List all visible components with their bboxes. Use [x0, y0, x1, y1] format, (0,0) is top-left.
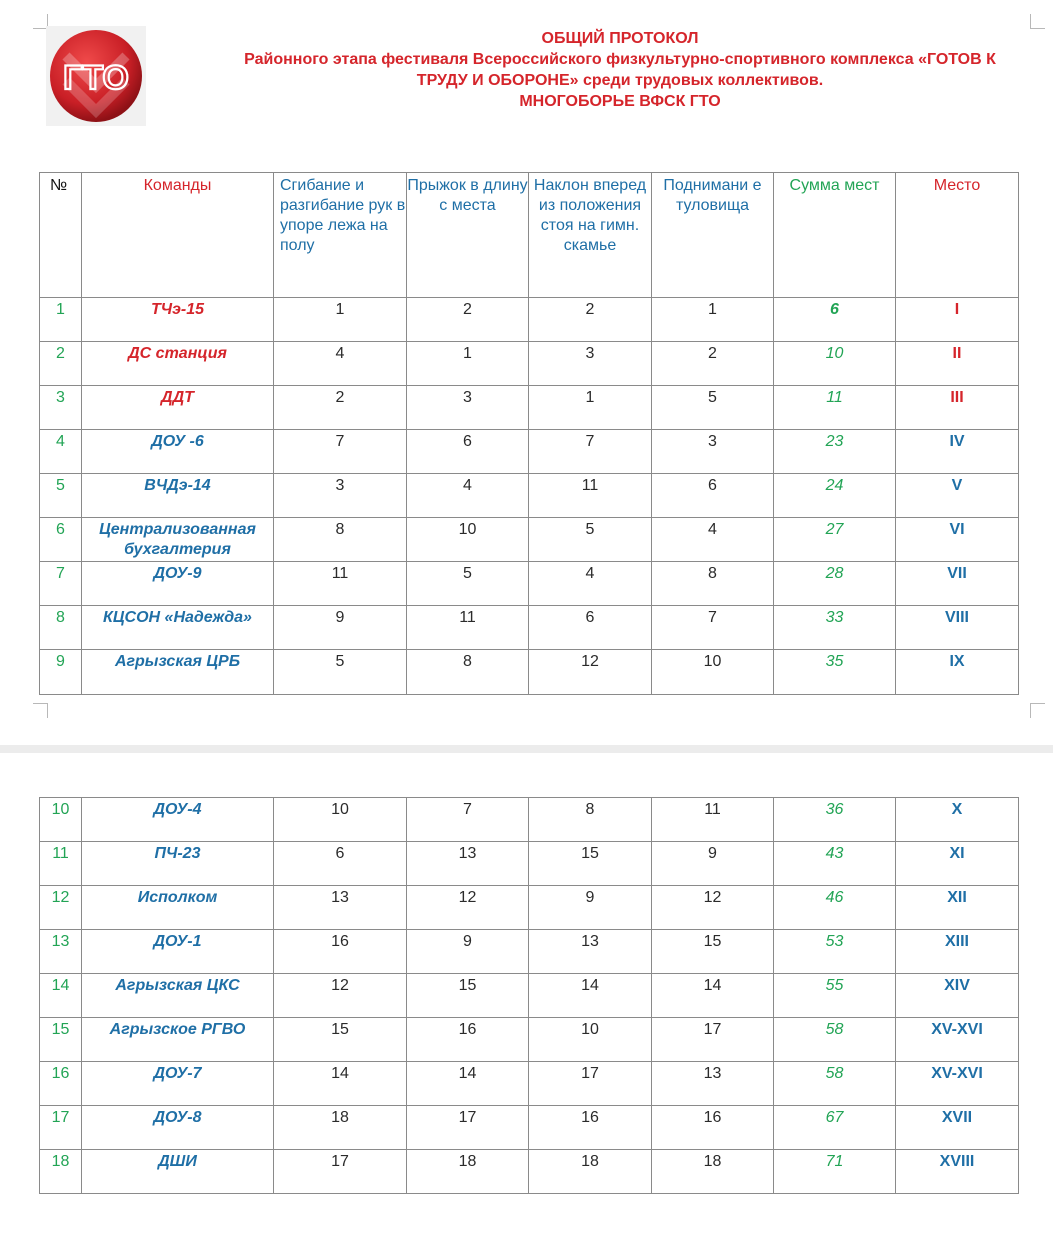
- sum-of-places: 46: [774, 886, 896, 930]
- score-jump: 2: [407, 298, 529, 342]
- score-jump: 10: [407, 518, 529, 562]
- column-header-place: Место: [896, 173, 1019, 298]
- column-header-bend: Наклон вперед из положения стоя на гимн. скамье: [529, 173, 652, 298]
- final-place: VI: [896, 518, 1019, 562]
- final-place: XV-XVI: [896, 1062, 1019, 1106]
- row-number: 15: [40, 1018, 82, 1062]
- final-place: XV-XVI: [896, 1018, 1019, 1062]
- page-corner-mark: [33, 703, 48, 718]
- score-jump: 6: [407, 430, 529, 474]
- score-pushups: 11: [274, 562, 407, 606]
- score-pushups: 4: [274, 342, 407, 386]
- score-bend: 8: [529, 798, 652, 842]
- table-row: [40, 430, 1019, 474]
- table-row: [40, 974, 1019, 1018]
- score-jump: 8: [407, 650, 529, 695]
- final-place: XIV: [896, 974, 1019, 1018]
- column-header-pushups: Сгибание и разгибание рук в упоре лежа на полу: [274, 173, 407, 298]
- final-place: XIII: [896, 930, 1019, 974]
- final-place: III: [896, 386, 1019, 430]
- header-subtitle-line: ТРУДУ И ОБОРОНЕ» среди трудовых коллективов.: [416, 72, 824, 89]
- row-number: 6: [40, 518, 82, 562]
- team-name: Агрызская ЦРБ: [82, 650, 274, 695]
- column-header-situps: Поднимани е туловища: [652, 173, 774, 298]
- row-number: 4: [40, 430, 82, 474]
- team-name: ДОУ -6: [82, 430, 274, 474]
- table-row: [40, 298, 1019, 342]
- score-pushups: 14: [274, 1062, 407, 1106]
- score-jump: 15: [407, 974, 529, 1018]
- sum-of-places: 35: [774, 650, 896, 695]
- sum-of-places: 24: [774, 474, 896, 518]
- sum-of-places: 23: [774, 430, 896, 474]
- header-discipline: МНОГОБОРЬЕ ВФСК ГТО: [519, 93, 721, 110]
- score-situps: 15: [652, 930, 774, 974]
- score-situps: 14: [652, 974, 774, 1018]
- final-place: XII: [896, 886, 1019, 930]
- row-number: 13: [40, 930, 82, 974]
- team-name: ДОУ-1: [82, 930, 274, 974]
- score-pushups: 8: [274, 518, 407, 562]
- score-situps: 6: [652, 474, 774, 518]
- sum-of-places: 53: [774, 930, 896, 974]
- logo-text: ГТО: [63, 59, 129, 97]
- score-pushups: 2: [274, 386, 407, 430]
- page-corner-mark: [1030, 14, 1045, 29]
- score-jump: 1: [407, 342, 529, 386]
- score-pushups: 13: [274, 886, 407, 930]
- score-pushups: 3: [274, 474, 407, 518]
- score-pushups: 16: [274, 930, 407, 974]
- final-place: VII: [896, 562, 1019, 606]
- team-name: Агрызское РГВО: [82, 1018, 274, 1062]
- final-place: V: [896, 474, 1019, 518]
- sum-of-places: 55: [774, 974, 896, 1018]
- score-situps: 12: [652, 886, 774, 930]
- score-bend: 6: [529, 606, 652, 650]
- team-name: ДДТ: [82, 386, 274, 430]
- table-row: [40, 650, 1019, 695]
- score-pushups: 17: [274, 1150, 407, 1194]
- sum-of-places: 58: [774, 1062, 896, 1106]
- team-name: ДОУ-4: [82, 798, 274, 842]
- score-jump: 12: [407, 886, 529, 930]
- team-name: ДОУ-7: [82, 1062, 274, 1106]
- team-name: ВЧДэ-14: [82, 474, 274, 518]
- column-header-jump: Прыжок в длину с места: [407, 173, 529, 298]
- table-row: [40, 1018, 1019, 1062]
- score-bend: 10: [529, 1018, 652, 1062]
- header-subtitle-line: Районного этапа фестиваля Всероссийского физкультурно-спортивного комплекса «ГОТОВ К: [244, 51, 996, 68]
- results-table-page2: [39, 797, 1019, 1194]
- final-place: XVII: [896, 1106, 1019, 1150]
- score-pushups: 12: [274, 974, 407, 1018]
- table-row: [40, 1106, 1019, 1150]
- score-pushups: 5: [274, 650, 407, 695]
- row-number: 9: [40, 650, 82, 695]
- row-number: 12: [40, 886, 82, 930]
- score-pushups: 7: [274, 430, 407, 474]
- table-row: [40, 1150, 1019, 1194]
- sum-of-places: 28: [774, 562, 896, 606]
- score-situps: 4: [652, 518, 774, 562]
- sum-of-places: 6: [774, 298, 896, 342]
- score-situps: 11: [652, 798, 774, 842]
- score-situps: 17: [652, 1018, 774, 1062]
- table-row: [40, 886, 1019, 930]
- score-situps: 9: [652, 842, 774, 886]
- row-number: 1: [40, 298, 82, 342]
- row-number: 14: [40, 974, 82, 1018]
- score-jump: 4: [407, 474, 529, 518]
- page-separator: [0, 745, 1053, 753]
- score-situps: 10: [652, 650, 774, 695]
- results-table-page1: [39, 172, 1019, 695]
- score-bend: 14: [529, 974, 652, 1018]
- final-place: X: [896, 798, 1019, 842]
- score-bend: 11: [529, 474, 652, 518]
- row-number: 5: [40, 474, 82, 518]
- score-bend: 3: [529, 342, 652, 386]
- score-situps: 7: [652, 606, 774, 650]
- score-jump: 13: [407, 842, 529, 886]
- score-jump: 3: [407, 386, 529, 430]
- team-name: Исполком: [82, 886, 274, 930]
- final-place: II: [896, 342, 1019, 386]
- score-pushups: 9: [274, 606, 407, 650]
- score-jump: 17: [407, 1106, 529, 1150]
- score-bend: 2: [529, 298, 652, 342]
- score-jump: 18: [407, 1150, 529, 1194]
- team-name: ПЧ-23: [82, 842, 274, 886]
- score-situps: 8: [652, 562, 774, 606]
- table-row: [40, 798, 1019, 842]
- row-number: 16: [40, 1062, 82, 1106]
- column-header-sum: Сумма мест: [774, 173, 896, 298]
- team-name: Централизованная бухгалтерия: [82, 518, 274, 562]
- page-corner-mark: [1030, 703, 1045, 718]
- final-place: IV: [896, 430, 1019, 474]
- sum-of-places: 10: [774, 342, 896, 386]
- final-place: XVIII: [896, 1150, 1019, 1194]
- table-row: [40, 562, 1019, 606]
- column-header-num: №: [40, 173, 82, 298]
- team-name: ДС станция: [82, 342, 274, 386]
- final-place: IX: [896, 650, 1019, 695]
- row-number: 11: [40, 842, 82, 886]
- row-number: 3: [40, 386, 82, 430]
- sum-of-places: 58: [774, 1018, 896, 1062]
- score-situps: 1: [652, 298, 774, 342]
- sum-of-places: 33: [774, 606, 896, 650]
- team-name: ДОУ-9: [82, 562, 274, 606]
- score-bend: 13: [529, 930, 652, 974]
- score-jump: 11: [407, 606, 529, 650]
- final-place: I: [896, 298, 1019, 342]
- score-situps: 3: [652, 430, 774, 474]
- table-row: [40, 606, 1019, 650]
- score-jump: 16: [407, 1018, 529, 1062]
- score-pushups: 1: [274, 298, 407, 342]
- table-row: [40, 518, 1019, 562]
- score-pushups: 15: [274, 1018, 407, 1062]
- score-jump: 9: [407, 930, 529, 974]
- row-number: 17: [40, 1106, 82, 1150]
- score-situps: 2: [652, 342, 774, 386]
- row-number: 10: [40, 798, 82, 842]
- team-name: ТЧэ-15: [82, 298, 274, 342]
- score-bend: 9: [529, 886, 652, 930]
- score-bend: 1: [529, 386, 652, 430]
- score-bend: 7: [529, 430, 652, 474]
- score-pushups: 6: [274, 842, 407, 886]
- score-bend: 12: [529, 650, 652, 695]
- score-bend: 16: [529, 1106, 652, 1150]
- row-number: 18: [40, 1150, 82, 1194]
- final-place: VIII: [896, 606, 1019, 650]
- score-bend: 5: [529, 518, 652, 562]
- row-number: 2: [40, 342, 82, 386]
- team-name: ДОУ-8: [82, 1106, 274, 1150]
- team-name: КЦСОН «Надежда»: [82, 606, 274, 650]
- row-number: 8: [40, 606, 82, 650]
- score-situps: 18: [652, 1150, 774, 1194]
- document-header: [200, 28, 1040, 112]
- final-place: XI: [896, 842, 1019, 886]
- score-pushups: 10: [274, 798, 407, 842]
- score-bend: 15: [529, 842, 652, 886]
- table-row: [40, 386, 1019, 430]
- score-bend: 4: [529, 562, 652, 606]
- gto-logo: [46, 26, 146, 126]
- score-jump: 5: [407, 562, 529, 606]
- table-row: [40, 1062, 1019, 1106]
- table-row: [40, 930, 1019, 974]
- table-row: [40, 842, 1019, 886]
- row-number: 7: [40, 562, 82, 606]
- score-situps: 5: [652, 386, 774, 430]
- score-situps: 13: [652, 1062, 774, 1106]
- team-name: Агрызская ЦКС: [82, 974, 274, 1018]
- table-header-row: [40, 173, 1019, 298]
- sum-of-places: 43: [774, 842, 896, 886]
- score-jump: 7: [407, 798, 529, 842]
- table-row: [40, 474, 1019, 518]
- team-name: ДШИ: [82, 1150, 274, 1194]
- sum-of-places: 11: [774, 386, 896, 430]
- score-situps: 16: [652, 1106, 774, 1150]
- score-bend: 17: [529, 1062, 652, 1106]
- score-pushups: 18: [274, 1106, 407, 1150]
- score-bend: 18: [529, 1150, 652, 1194]
- sum-of-places: 67: [774, 1106, 896, 1150]
- header-title: ОБЩИЙ ПРОТОКОЛ: [541, 30, 699, 47]
- table-row: [40, 342, 1019, 386]
- column-header-team: Команды: [82, 173, 274, 298]
- score-jump: 14: [407, 1062, 529, 1106]
- sum-of-places: 27: [774, 518, 896, 562]
- sum-of-places: 36: [774, 798, 896, 842]
- sum-of-places: 71: [774, 1150, 896, 1194]
